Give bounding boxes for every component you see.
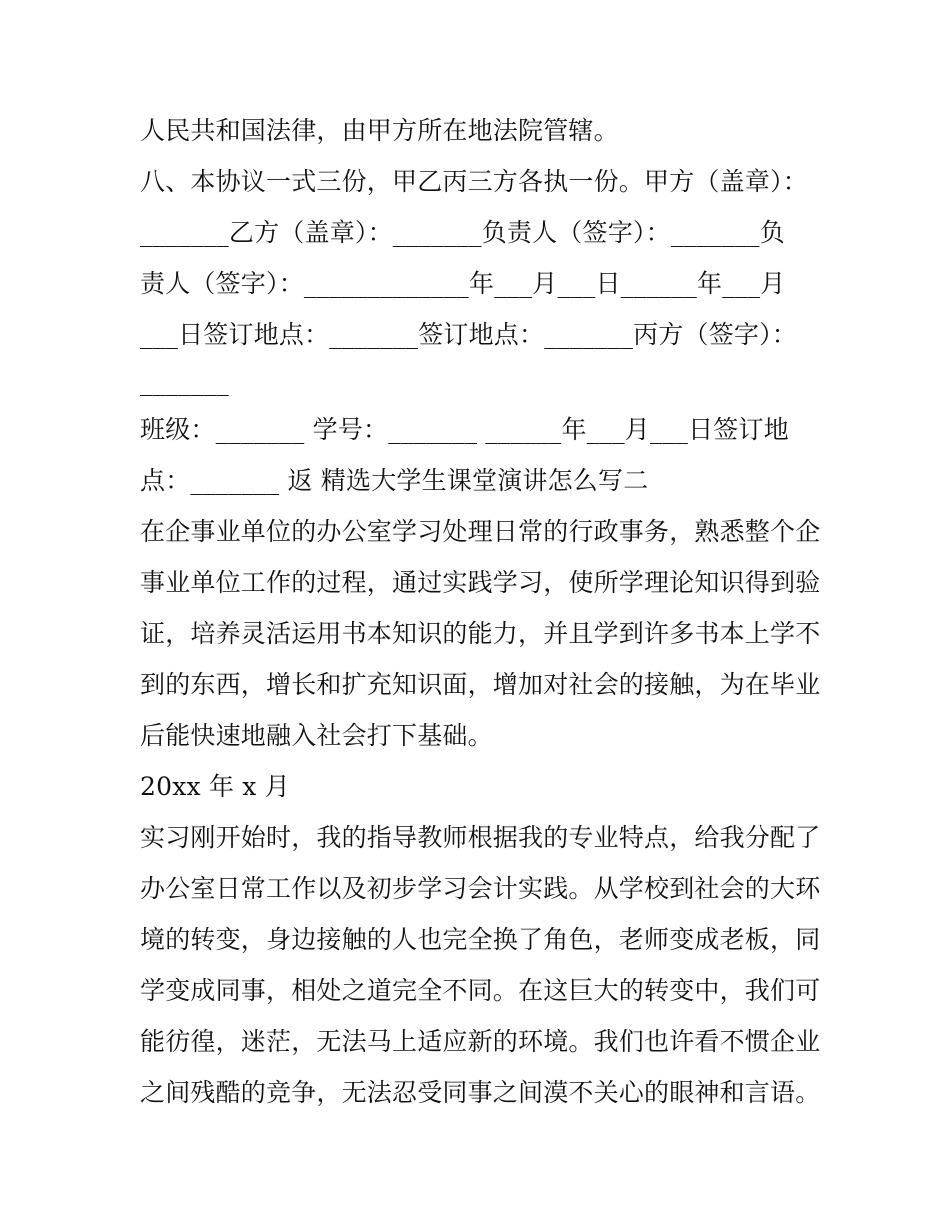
text-line: 八、本协议一式三份，甲乙丙三方各执一份。甲方（盖章）：: [140, 167, 808, 196]
date-line: 20xx 年 x 月: [140, 772, 290, 801]
text-line: 到的东西，增长和扩充知识面，增加对社会的接触，为在毕业: [140, 670, 821, 699]
text-line: 之间残酷的竞争，无法忍受同事之间漠不关心的眼神和言语。: [140, 1078, 821, 1107]
text-line: 能彷徨，迷茫，无法马上适应新的环境。我们也许看不惯企业: [140, 1027, 821, 1056]
text-line: 责人（签字）：_____________年___月___日______年___月: [140, 269, 786, 298]
text-line: 班级：_______ 学号：_______ ______年___月___日签订地: [140, 415, 789, 444]
text-line: 学变成同事，相处之道完全不同。在这巨大的转变中，我们可: [140, 976, 821, 1005]
text-line: _______乙方（盖章）：_______负责人（签字）：_______负: [140, 218, 785, 247]
text-line: 事业单位工作的过程，通过实践学习，使所学理论知识得到验: [140, 568, 821, 597]
text-line: 人民共和国法律，由甲方所在地法院管辖。: [140, 116, 619, 145]
text-line: 办公室日常工作以及初步学习会计实践。从学校到社会的大环: [140, 874, 821, 903]
document-page: [140, 105, 820, 1118]
text-line: 后能快速地融入社会打下基础。: [140, 721, 493, 750]
text-line: ___日签订地点：_______签订地点：_______丙方（签字）：: [140, 320, 798, 349]
text-line: 在企事业单位的办公室学习处理日常的行政事务，熟悉整个企: [140, 517, 821, 546]
text-line: 境的转变，身边接触的人也完全换了角色，老师变成老板，同: [140, 925, 821, 954]
text-line: 点：_______ 返 精选大学生课堂演讲怎么写二: [140, 466, 649, 495]
text-line: _______: [140, 367, 229, 396]
text-line: 实习刚开始时，我的指导教师根据我的专业特点，给我分配了: [140, 823, 821, 852]
text-line: 证，培养灵活运用书本知识的能力，并且学到许多书本上学不: [140, 619, 821, 648]
